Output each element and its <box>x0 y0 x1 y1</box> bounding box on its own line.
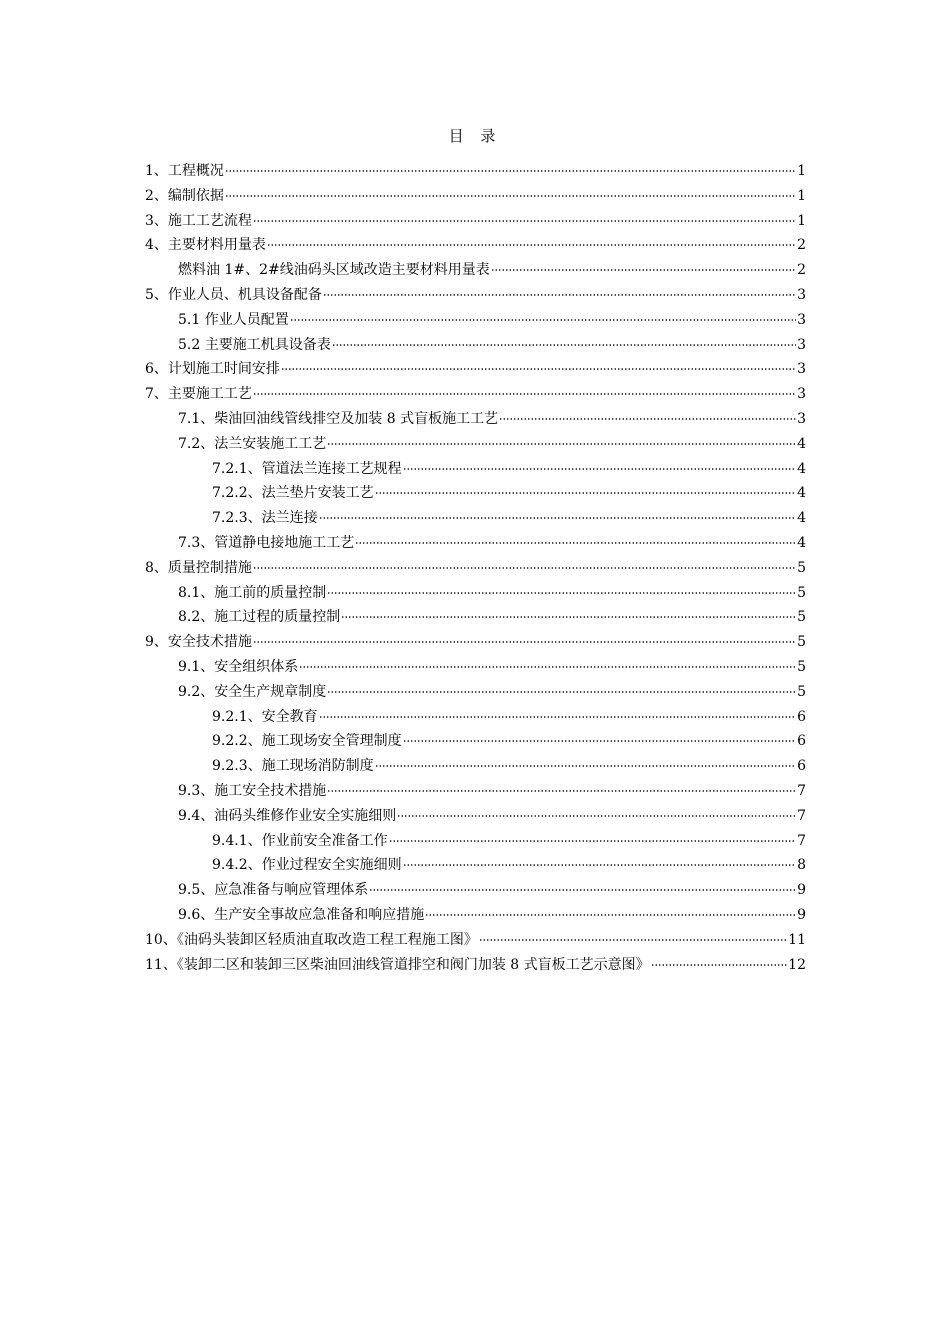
toc-dot-leader <box>319 716 796 718</box>
toc-entry[interactable] <box>145 655 806 680</box>
toc-dot-leader <box>327 691 796 693</box>
toc-dot-leader <box>403 864 796 866</box>
toc-entry-page-number: 3 <box>797 336 806 353</box>
toc-entry-page-number: 8 <box>797 857 806 874</box>
toc-entry[interactable] <box>145 432 806 457</box>
toc-entry[interactable] <box>145 506 806 531</box>
toc-entry-title: 4、主要材料用量表 <box>145 237 266 254</box>
toc-dot-leader <box>319 517 796 519</box>
toc-entry-title: 9.4.2、作业过程安全实施细则 <box>212 857 402 874</box>
toc-dot-leader <box>369 889 796 891</box>
toc-entry-title: 9.2.1、安全教育 <box>212 708 318 725</box>
toc-entry-page-number: 4 <box>797 534 806 551</box>
toc-entry[interactable] <box>145 209 806 234</box>
toc-entry-page-number: 6 <box>797 733 806 750</box>
toc-entry[interactable] <box>145 829 806 854</box>
toc-entry[interactable] <box>145 928 806 953</box>
toc-entry-title: 7.1、柴油回油线管线排空及加装 8 式盲板施工工艺 <box>178 410 499 427</box>
toc-entry-page-number: 1 <box>797 212 806 229</box>
toc-entry[interactable] <box>145 258 806 283</box>
toc-entry[interactable] <box>145 953 806 978</box>
toc-entry[interactable] <box>145 779 806 804</box>
toc-entry-page-number: 4 <box>797 510 806 527</box>
toc-entry-page-number: 7 <box>797 782 806 799</box>
toc-entry-title: 9.1、安全组织体系 <box>178 658 299 675</box>
toc-entry-title: 2、编制依据 <box>145 187 224 204</box>
toc-entry-title: 6、计划施工时间安排 <box>145 361 280 378</box>
toc-entry-title: 3、施工工艺流程 <box>145 212 252 229</box>
toc-entry[interactable] <box>145 407 806 432</box>
toc-entry-page-number: 5 <box>797 584 806 601</box>
toc-entry-title: 7.3、管道静电接地施工工艺 <box>178 534 355 551</box>
toc-entry[interactable] <box>145 903 806 928</box>
toc-dot-leader <box>479 939 787 941</box>
toc-entry-title: 9.5、应急准备与响应管理体系 <box>178 882 369 899</box>
toc-entry[interactable] <box>145 357 806 382</box>
toc-entry-page-number: 1 <box>797 187 806 204</box>
toc-entry-title: 7.2、法兰安装施工工艺 <box>178 435 327 452</box>
toc-entry-page-number: 1 <box>797 163 806 179</box>
toc-dot-leader <box>327 443 796 445</box>
toc-entry[interactable] <box>145 754 806 779</box>
toc-entry-title: 9.4.1、作业前安全准备工作 <box>212 832 388 849</box>
toc-entry[interactable] <box>145 853 806 878</box>
toc-dot-leader <box>281 368 796 370</box>
toc-entry[interactable] <box>145 382 806 407</box>
toc-entry[interactable] <box>145 878 806 903</box>
toc-entry-page-number: 7 <box>797 832 806 849</box>
toc-entry-page-number: 2 <box>797 237 806 254</box>
toc-dot-leader <box>389 840 796 842</box>
toc-entry-title: 5、作业人员、机具设备配备 <box>145 286 322 303</box>
toc-entry-page-number: 3 <box>797 386 806 403</box>
toc-entry[interactable] <box>145 333 806 358</box>
toc-entry-title: 5.2 主要施工机具设备表 <box>178 336 331 353</box>
toc-entry[interactable] <box>145 457 806 482</box>
toc-entry-title: 7、主要施工工艺 <box>145 386 252 403</box>
toc-dot-leader <box>403 468 796 470</box>
toc-dot-leader <box>253 220 796 222</box>
toc-entry-page-number: 3 <box>797 311 806 328</box>
toc-entry[interactable] <box>145 308 806 333</box>
toc-dot-leader <box>499 418 796 420</box>
toc-entry-title: 10、《油码头装卸区轻质油直取改造工程工程施工图》 <box>145 931 478 948</box>
toc-entry-page-number: 3 <box>797 410 806 427</box>
toc-entry-page-number: 2 <box>797 262 806 279</box>
toc-entry[interactable] <box>145 233 806 258</box>
toc-title: 目 录 <box>448 127 502 145</box>
toc-list <box>145 159 806 977</box>
toc-entry-title: 11、《装卸二区和装卸三区柴油回油线管道排空和阀门加装 8 式盲板工艺示意图》 <box>145 956 650 973</box>
toc-entry[interactable] <box>145 705 806 730</box>
toc-entry-title: 9、安全技术措施 <box>145 634 252 651</box>
toc-entry-title: 9.2.3、施工现场消防制度 <box>212 758 374 775</box>
toc-dot-leader <box>332 344 796 346</box>
toc-dot-leader <box>375 765 796 767</box>
toc-entry-title: 7.2.2、法兰垫片安装工艺 <box>212 485 374 502</box>
toc-entry[interactable] <box>145 481 806 506</box>
toc-entry[interactable] <box>145 630 806 655</box>
toc-entry-page-number: 9 <box>797 882 806 899</box>
toc-entry-page-number: 11 <box>788 931 806 948</box>
toc-dot-leader <box>299 666 796 668</box>
toc-dot-leader <box>253 641 796 643</box>
toc-dot-leader <box>323 294 796 296</box>
toc-dot-leader <box>651 964 788 966</box>
toc-entry-title: 9.2.2、施工现场安全管理制度 <box>212 733 402 750</box>
toc-entry-title: 燃料油 1#、2#线油码头区域改造主要材料用量表 <box>178 262 490 279</box>
toc-dot-leader <box>397 815 796 817</box>
toc-entry-page-number: 6 <box>797 708 806 725</box>
toc-entry[interactable] <box>145 556 806 581</box>
toc-entry-title: 1、工程概况 <box>145 163 224 179</box>
toc-dot-leader <box>403 740 796 742</box>
toc-entry-title: 8.2、施工过程的质量控制 <box>178 609 341 626</box>
toc-dot-leader <box>425 914 796 916</box>
toc-entry-page-number: 4 <box>797 460 806 477</box>
toc-dot-leader <box>355 542 796 544</box>
toc-dot-leader <box>253 393 796 395</box>
toc-entry[interactable] <box>145 159 806 184</box>
toc-entry-title: 9.3、施工安全技术措施 <box>178 782 327 799</box>
toc-dot-leader <box>253 567 796 569</box>
toc-entry-page-number: 4 <box>797 435 806 452</box>
toc-entry[interactable] <box>145 531 806 556</box>
toc-entry-page-number: 5 <box>797 658 806 675</box>
toc-entry-page-number: 5 <box>797 559 806 576</box>
toc-entry-page-number: 7 <box>797 807 806 824</box>
toc-entry-page-number: 9 <box>797 906 806 923</box>
toc-entry-page-number: 3 <box>797 286 806 303</box>
toc-entry-page-number: 5 <box>797 609 806 626</box>
toc-entry-page-number: 12 <box>788 956 806 973</box>
toc-dot-leader <box>341 616 796 618</box>
toc-entry-title: 5.1 作业人员配置 <box>178 311 289 328</box>
toc-entry[interactable] <box>145 729 806 754</box>
toc-entry-title: 9.2、安全生产规章制度 <box>178 683 327 700</box>
toc-entry-page-number: 4 <box>797 485 806 502</box>
toc-entry[interactable] <box>145 184 806 209</box>
toc-entry-title: 8、质量控制措施 <box>145 559 252 576</box>
toc-dot-leader <box>491 269 796 271</box>
toc-entry-page-number: 5 <box>797 683 806 700</box>
toc-dot-leader <box>290 319 796 321</box>
toc-entry-title: 8.1、施工前的质量控制 <box>178 584 327 601</box>
toc-dot-leader <box>375 492 796 494</box>
toc-entry-title: 9.6、生产安全事故应急准备和响应措施 <box>178 906 425 923</box>
toc-entry[interactable] <box>145 804 806 829</box>
toc-dot-leader <box>225 170 796 172</box>
toc-entry[interactable] <box>145 283 806 308</box>
toc-dot-leader <box>225 195 796 197</box>
toc-entry-page-number: 5 <box>797 634 806 651</box>
toc-dot-leader <box>267 244 796 246</box>
toc-dot-leader <box>327 592 796 594</box>
toc-entry-title: 7.2.1、管道法兰连接工艺规程 <box>212 460 402 477</box>
toc-entry[interactable] <box>145 581 806 606</box>
toc-entry-title: 7.2.3、法兰连接 <box>212 510 318 527</box>
toc-entry-page-number: 6 <box>797 758 806 775</box>
toc-entry[interactable] <box>145 605 806 630</box>
toc-entry[interactable] <box>145 680 806 705</box>
toc-dot-leader <box>327 790 796 792</box>
toc-entry-page-number: 3 <box>797 361 806 378</box>
toc-entry-title: 9.4、油码头维修作业安全实施细则 <box>178 807 397 824</box>
